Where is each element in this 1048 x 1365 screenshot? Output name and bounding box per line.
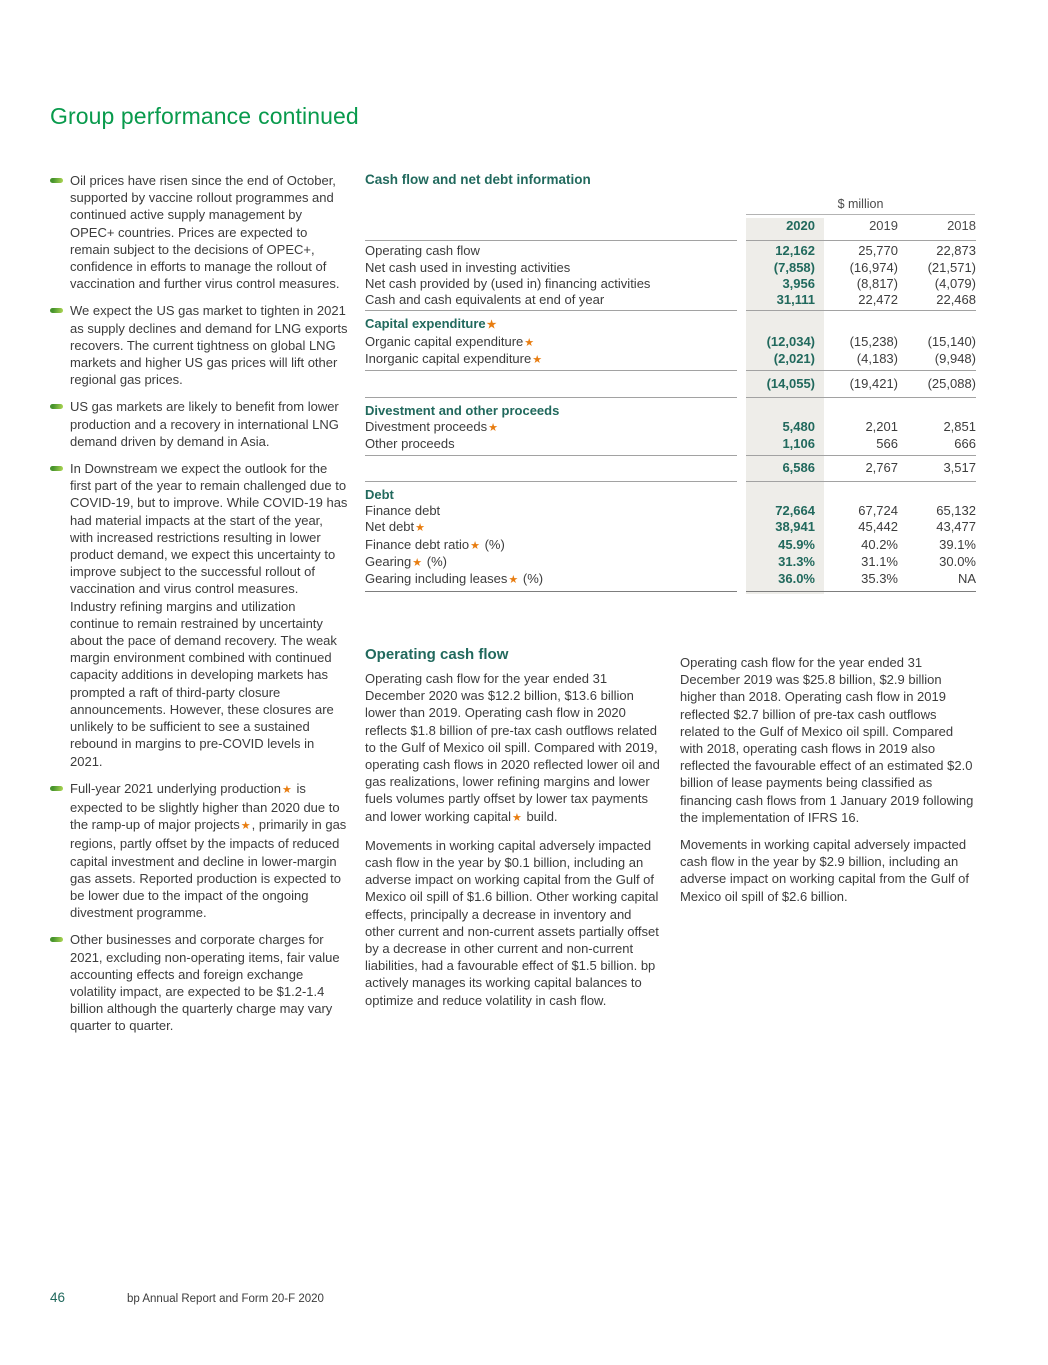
table-row <box>365 292 976 308</box>
table-row-label: Other proceeds <box>365 436 455 452</box>
table-rule <box>365 397 976 398</box>
table-row-label: Finance debt ratio★ (%) <box>365 536 505 552</box>
table-row-label: Net cash provided by (used in) financing activities <box>365 275 651 291</box>
ocf-paragraph: Movements in working capital adversely impacted cash flow in the year by $2.9 billion, including an adverse impact on working capital from the Gulf of Mexico oil spill of $2.6 billion. <box>680 837 970 904</box>
star-icon: ★ <box>412 557 423 570</box>
table-rule <box>365 591 976 592</box>
value-2018: 65,132 <box>936 503 976 519</box>
table-section-header: Capital expenditure★ <box>365 316 497 332</box>
year-header-2019: 2019 <box>869 218 898 233</box>
table-rule <box>365 370 976 371</box>
table-rule <box>365 240 976 241</box>
table-rule <box>365 455 976 456</box>
value-2019: (4,183) <box>856 351 898 367</box>
table-section-header-row <box>365 400 976 419</box>
table-row <box>365 260 976 276</box>
table-year-header-row <box>365 215 976 238</box>
dash-bullet-icon <box>50 786 63 791</box>
value-2020: (14,055) <box>766 375 815 391</box>
table-row-label: Finance debt <box>365 503 441 519</box>
value-2018: (25,088) <box>927 375 976 391</box>
table-row <box>365 436 976 452</box>
value-2020: (12,034) <box>766 333 815 349</box>
dash-bullet-icon <box>50 178 63 183</box>
ocf-right-column <box>680 654 977 915</box>
value-2018: 3,517 <box>943 460 976 476</box>
value-2020: 45.9% <box>778 536 815 552</box>
table-rows <box>365 243 976 591</box>
bullet-item <box>50 302 348 388</box>
value-2019: 40.2% <box>861 536 898 552</box>
table-subtotal-row <box>365 373 976 394</box>
table-row-label: Divestment proceeds★ <box>365 418 498 434</box>
value-2018: (15,140) <box>927 333 976 349</box>
value-2019: (19,421) <box>849 375 898 391</box>
star-icon: ★ <box>486 319 497 332</box>
star-icon: ★ <box>488 421 498 434</box>
ocf-paragraph: Operating cash flow for the year ended 31 December 2020 was $12.2 billion, $13.6 billion lower than 2019. Operating cash flow in 2020 reflects $1.8 billion of pre-tax cash outflows related to the Gulf of Mexico oil spill. Compared with 2019, operating cash flows in 2020 reflected lower oil and gas realizations, lower refining margins and lower fuels volumes partly offset by lower tax payments and lower working capital★ build. <box>365 671 660 824</box>
page-title-main: Group performance <box>50 103 252 130</box>
table-row <box>365 537 976 554</box>
value-2018: 666 <box>954 436 976 452</box>
star-icon: ★ <box>282 783 292 796</box>
table-row <box>365 519 976 536</box>
table-row <box>365 554 976 571</box>
dash-bullet-icon <box>50 404 63 409</box>
table-row-label: Cash and cash equivalents at end of year <box>365 292 605 308</box>
value-2020: 1,106 <box>782 436 815 452</box>
table-section-header: Divestment and other proceeds <box>365 402 560 418</box>
value-2019: 22,472 <box>858 292 898 308</box>
table-row-label: Inorganic capital expenditure★ <box>365 351 543 367</box>
value-2019: (16,974) <box>849 259 898 275</box>
bullet-item <box>50 398 348 450</box>
year-header-2020: 2020 <box>786 218 815 233</box>
table-rule <box>365 481 976 482</box>
dash-bullet-icon <box>50 937 63 942</box>
table-row <box>365 243 976 259</box>
value-2018: (4,079) <box>934 275 976 291</box>
value-2019: 35.3% <box>861 571 898 587</box>
bullet-item <box>50 460 348 770</box>
table-row <box>365 419 976 436</box>
value-2018: 30.0% <box>939 554 976 570</box>
bullet-text: In Downstream we expect the outlook for the first part of the year to remain challenged due to COVID-19, but to improve. While COVID-19 has had material impacts at the start of the year, with increased restrictions resulting in lower product demand, we expect this uncertainty to improve subject to the successful rollout of vaccination and virus control measures. Industry refining margins and utilization continue to remain restrained by uncertainty about the pace of demand recovery. The weak margin environment combined with continued capacity additions in developing markets has prompted a raft of third-party closure announcements. However, these closures are unlikely to be sufficient to see a sustained rebound in margins to pre-COVID levels in 2021. <box>70 461 348 769</box>
star-icon: ★ <box>508 574 519 587</box>
value-2019: 566 <box>876 436 898 452</box>
table-row <box>365 503 976 519</box>
bullet-text: We expect the US gas market to tighten in 2021 as supply declines and demand for LNG exports recovers. The current tightness on global LNG markets and higher US gas prices will lift other regional gas prices. <box>70 303 348 388</box>
value-2019: 45,442 <box>858 519 898 535</box>
value-2018: 2,851 <box>943 418 976 434</box>
table-row <box>365 276 976 292</box>
star-icon: ★ <box>511 811 522 824</box>
value-2018: 22,468 <box>936 292 976 308</box>
ocf-left-column <box>365 670 662 1019</box>
table-section-header: Debt <box>365 486 394 502</box>
table-row-label: Operating cash flow <box>365 243 480 259</box>
table-row <box>365 334 976 351</box>
value-2019: 31.1% <box>861 554 898 570</box>
star-icon: ★ <box>240 820 251 833</box>
ocf-paragraph: Movements in working capital adversely impacted cash flow in the year by $0.1 billion, including an adverse impact on working capital from the Gulf of Mexico oil spill of $1.6 billion. Other working capital effects, principally a decrease in inventory and other current and non-current assets partially offset by a decrease in other current and non-current liabilities, had a favourable effect of $1.5 billion. bp actively manages its working capital balances to optimize and reduce volatility in cash flow. <box>365 837 659 1008</box>
value-2020: 6,586 <box>782 460 815 476</box>
value-2020: 36.0% <box>778 571 815 587</box>
footer-report-title: bp Annual Report and Form 20-F 2020 <box>127 1293 324 1305</box>
ocf-paragraph: Operating cash flow for the year ended 31 December 2019 was $25.8 billion, $2.9 billion higher than 2018. Operating cash flow in 2019 reflected $2.7 billion of pre-tax cash outflows related to the Gulf of Mexico oil spill. Compared with 2018, operating cash flows in 2019 also reflected the favourable effect of an estimated $2.0 billion of lease payments being classified as financing cash flows from 1 January 2019 following the implementation of IFRS 16. <box>680 655 974 825</box>
bullet-item <box>50 780 348 922</box>
bullet-text: Oil prices have risen since the end of October, supported by vaccine rollout programmes and continued active supply management by OPEC+ countries. Prices are expected to remain subject to the decisions of OPEC+, confidence in efforts to manage the rollout of vaccination and further virus control measures. <box>70 173 340 292</box>
dash-bullet-icon <box>50 308 63 313</box>
value-2020: 12,162 <box>775 243 815 259</box>
table-row-label: Gearing including leases★ (%) <box>365 571 544 587</box>
value-2018: (21,571) <box>927 259 976 275</box>
value-2020: 5,480 <box>782 418 815 434</box>
value-2018: NA <box>957 571 976 587</box>
bullet-item <box>50 931 348 1034</box>
value-2019: 2,201 <box>865 418 898 434</box>
bullet-list <box>50 172 348 1045</box>
value-2020: 3,956 <box>782 275 815 291</box>
page-title <box>50 103 359 130</box>
star-icon: ★ <box>532 354 543 367</box>
bullet-text: Other businesses and corporate charges for 2021, excluding non-operating items, fair value accounting effects and foreign exchange volatility impact, are expected to be $1.2-1.4 billion although the quarterly charge may vary quarter to quarter. <box>70 932 340 1034</box>
value-2020: 72,664 <box>775 503 815 519</box>
star-icon: ★ <box>524 336 535 349</box>
value-2020: 31,111 <box>776 292 815 308</box>
table-row-label: Net cash used in investing activities <box>365 259 571 275</box>
cash-flow-table <box>365 172 976 594</box>
value-2018: 22,873 <box>936 243 976 259</box>
table-row-label: Gearing★ (%) <box>365 554 447 570</box>
bullet-text: US gas markets are likely to benefit from lower production and a recovery in international LNG demand driven by demand in Asia. <box>70 399 339 449</box>
table-rule <box>365 310 976 311</box>
table-section-header-row <box>365 484 976 503</box>
table-unit-label: $ million <box>746 197 975 215</box>
value-2019: (8,817) <box>856 275 898 291</box>
value-2020: 38,941 <box>775 519 815 535</box>
star-icon: ★ <box>415 522 426 535</box>
table-row <box>365 351 976 368</box>
value-2018: 43,477 <box>936 519 976 535</box>
value-2019: 25,770 <box>858 243 898 259</box>
value-2019: (15,238) <box>849 333 898 349</box>
value-2020: (2,021) <box>773 351 815 367</box>
table-row-label: Net debt★ <box>365 519 426 535</box>
bullet-text: Full-year 2021 underlying production★ is expected to be slightly higher than 2020 due to the ramp-up of major projects★, primarily in gas regions, partly offset by the impacts of reduced capital investment and decline in lower-margin gas assets. Reported production is expected to be lower due to the impact of the ongoing divestment programme. <box>70 780 347 921</box>
section-heading-operating-cash-flow: Operating cash flow <box>365 646 509 663</box>
bullet-item <box>50 172 348 292</box>
year-header-2018: 2018 <box>947 218 976 233</box>
page-title-continued: continued <box>258 103 359 130</box>
value-2020: 31.3% <box>778 554 815 570</box>
table-subtotal-row <box>365 458 976 479</box>
table-row <box>365 571 976 588</box>
value-2018: 39.1% <box>939 536 976 552</box>
value-2020: (7,858) <box>773 259 815 275</box>
table-row-label: Organic capital expenditure★ <box>365 333 535 349</box>
page-number: 46 <box>50 1290 66 1305</box>
value-2018: (9,948) <box>934 351 976 367</box>
value-2019: 2,767 <box>865 460 898 476</box>
star-icon: ★ <box>470 539 480 552</box>
value-2019: 67,724 <box>858 503 898 519</box>
table-section-header-row <box>365 313 976 333</box>
table-caption: Cash flow and net debt information <box>365 172 591 187</box>
dash-bullet-icon <box>50 466 63 471</box>
